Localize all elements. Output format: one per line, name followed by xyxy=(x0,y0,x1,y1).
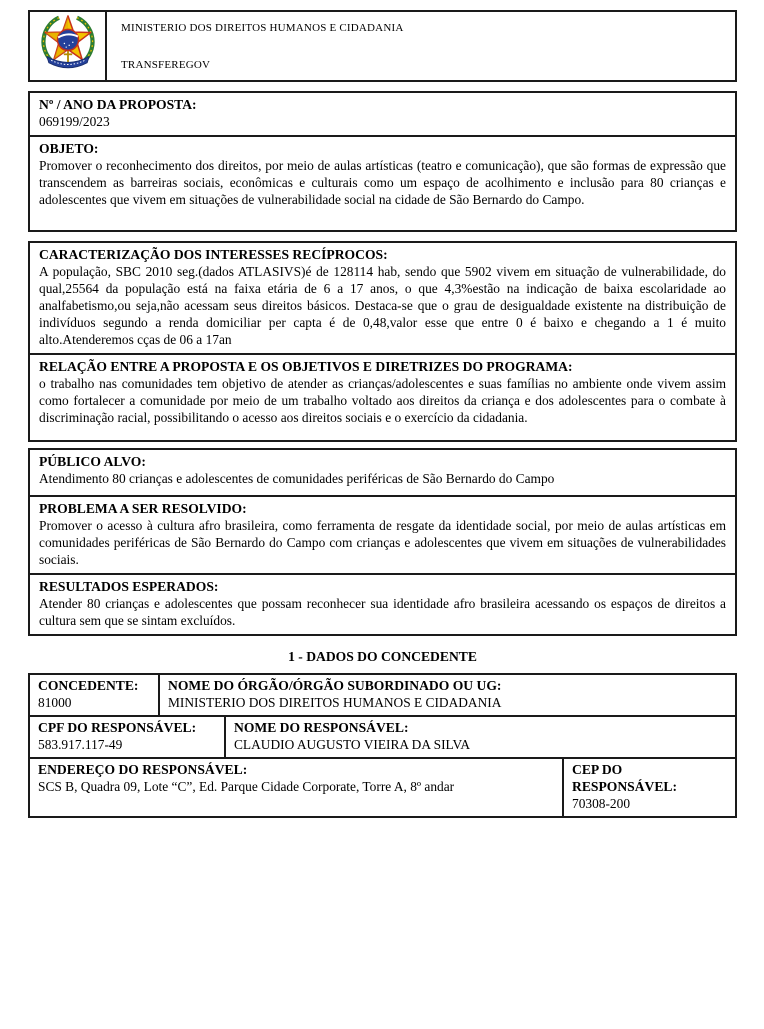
section-relacao xyxy=(28,353,737,442)
endereco-label: ENDEREÇO DO RESPONSÁVEL: xyxy=(38,762,248,777)
system-name: TRANSFEREGOV xyxy=(121,59,211,71)
objeto-text: Promover o reconhecimento dos direitos, por meio de aulas artísticas (teatro e comunicação), que são formas de expressão que transcendem as barreiras sociais, econômicas e culturais como um espaço de acolhimento e inclusão para 80 crianças e adolescentes que vivem em situações de vulnerabilidade social na cidade de São Bernardo do Campo. xyxy=(39,158,726,207)
caracterizacao-text: A população, SBC 2010 seg.(dados ATLASIVS)é de 128114 hab, sendo que 5902 vivem em situação de vulnerabilidade, do qual,25564 da população está na faixa etária de 6 a 17 anos, o que 4,3%estão na indicação de baixa escolaridade ao analfabetismo,ou seja,não acessam seus direitos básicos. Destaca-se que o grau de desigualdade existente na distribuição de indivíduos segundo a renda domiciliar per capta é de 0,48,valor esse que entre 0 é baixo e chegando a 1 é muito alto.Atenderemos cças de 06 a 17an xyxy=(39,264,726,347)
nome-responsavel-value: CLAUDIO AUGUSTO VIEIRA DA SILVA xyxy=(234,737,471,752)
concedente-value: 81000 xyxy=(38,695,72,710)
orgao-label: NOME DO ÓRGÃO/ÓRGÃO SUBORDINADO OU UG: xyxy=(168,678,502,693)
endereco-value: SCS B, Quadra 09, Lote “C”, Ed. Parque Cidade Corporate, Torre A, 8º andar xyxy=(38,779,455,794)
document-header xyxy=(28,10,737,82)
table-row-concedente xyxy=(28,673,737,717)
group-caracterizacao-relacao xyxy=(28,241,737,442)
problema-text: Promover o acesso à cultura afro brasileira, como ferramenta de resgate da identidade social, por meio de aulas artísticas em comunidades periféricas de São Bernardo do Campo com crianças e adolescentes que vivem em situações de vulnerabilidades sociais. xyxy=(39,518,726,567)
ministry-name: MINISTERIO DOS DIREITOS HUMANOS E CIDADANIA xyxy=(121,22,404,34)
section-publico-alvo xyxy=(28,448,737,497)
numero-proposta-label: Nº / ANO DA PROPOSTA: xyxy=(39,97,197,112)
cpf-value: 583.917.117-49 xyxy=(38,737,123,752)
brazil-coat-of-arms-icon xyxy=(38,12,98,80)
section-caracterizacao xyxy=(28,241,737,355)
section-objeto xyxy=(28,135,737,232)
table-row-endereco xyxy=(28,757,737,818)
concedente-section-title: 1 - DADOS DO CONCEDENTE xyxy=(288,649,477,664)
group-proposta-objeto xyxy=(28,91,737,232)
numero-proposta-value: 069199/2023 xyxy=(39,114,110,129)
caracterizacao-label: CARACTERIZAÇÃO DOS INTERESSES RECÍPROCOS: xyxy=(39,247,388,262)
group-publico-problema-resultados xyxy=(28,448,737,636)
relacao-text: o trabalho nas comunidades tem objetivo de atender as crianças/adolescentes e suas famílias no ambiente onde vivem assim como fortalecer a comunidade por meio de um trabalho voltado aos direitos da criança e dos adolescentes para o combate à discriminação racial, possibilitando o acesso aos direitos sociais e o exercício da cidadania. xyxy=(39,376,726,425)
table-row-responsavel xyxy=(28,715,737,759)
relacao-label: RELAÇÃO ENTRE A PROPOSTA E OS OBJETIVOS E DIRETRIZES DO PROGRAMA: xyxy=(39,359,573,374)
cell-concedente xyxy=(30,675,160,715)
orgao-value: MINISTERIO DOS DIREITOS HUMANOS E CIDADANIA xyxy=(168,695,502,710)
cell-orgao xyxy=(160,675,735,715)
cell-nome-responsavel xyxy=(226,717,735,757)
logo-cell xyxy=(30,12,107,80)
cell-cep xyxy=(564,759,735,816)
cpf-label: CPF DO RESPONSÁVEL: xyxy=(38,720,197,735)
cep-label: CEP DO RESPONSÁVEL: xyxy=(572,762,677,794)
resultados-text: Atender 80 crianças e adolescentes que possam reconhecer sua identidade afro brasileira acessando os espaços de direitos a cultura sem que se sintam excluídos. xyxy=(39,596,726,628)
publico-alvo-text: Atendimento 80 crianças e adolescentes de comunidades periféricas de São Bernardo do Campo xyxy=(39,471,555,486)
cell-cpf xyxy=(30,717,226,757)
header-text xyxy=(107,12,735,80)
section-problema xyxy=(28,495,737,575)
problema-label: PROBLEMA A SER RESOLVIDO: xyxy=(39,501,247,516)
resultados-label: RESULTADOS ESPERADOS: xyxy=(39,579,219,594)
concedente-label: CONCEDENTE: xyxy=(38,678,139,693)
cell-endereco xyxy=(30,759,564,816)
nome-responsavel-label: NOME DO RESPONSÁVEL: xyxy=(234,720,409,735)
cep-value: 70308-200 xyxy=(572,796,631,811)
publico-alvo-label: PÚBLICO ALVO: xyxy=(39,454,146,469)
section-resultados xyxy=(28,573,737,636)
objeto-label: OBJETO: xyxy=(39,141,99,156)
section-numero-proposta xyxy=(28,91,737,137)
concedente-table xyxy=(28,673,737,818)
